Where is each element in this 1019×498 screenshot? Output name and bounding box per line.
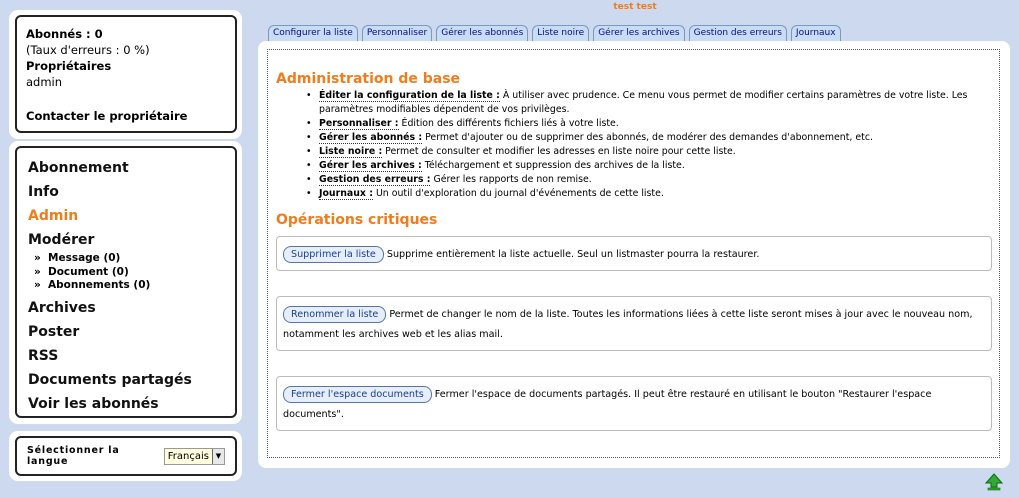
op-description: Supprime entièrement la liste actuelle. Seul un listmaster pourra la restaurer.: [386, 249, 760, 260]
chevron-right-icon: »: [34, 265, 41, 278]
chevron-right-icon: »: [34, 279, 41, 291]
op-description: Permet de changer le nom de la liste. Toutes les informations liées à cette liste seront mises à jour avec le nouveau nom, notamment les archives web et les alias mail.: [283, 309, 973, 340]
tab-configurer-liste[interactable]: Configurer la liste: [268, 25, 358, 42]
language-panel: [15, 436, 237, 476]
submenu-item-abonnements[interactable]: [28, 279, 224, 293]
submenu-label: Document (0): [48, 265, 129, 278]
admin-desc: Un outil d'exploration du journal d'événements de cette liste.: [372, 188, 664, 199]
owners-label: Propriétaires: [26, 59, 112, 73]
language-select[interactable]: [164, 448, 225, 465]
tab-personnaliser[interactable]: Personnaliser: [362, 25, 432, 42]
delete-list-button[interactable]: Supprimer la liste: [283, 246, 384, 263]
list-item: [319, 159, 979, 173]
list-item: [319, 145, 979, 159]
critical-op-delete: [276, 236, 992, 271]
menu-item-voir-abonnes[interactable]: Voir les abonnés: [28, 395, 159, 412]
admin-desc: Téléchargement et suppression des archives de la liste.: [421, 160, 685, 171]
menu-item-moderer[interactable]: Modérer: [28, 232, 95, 248]
list-menu: [15, 146, 237, 418]
language-value: Français: [167, 450, 209, 462]
menu-item-poster[interactable]: Poster: [28, 323, 80, 340]
admin-desc: Édition des différents fichiers liés à votre liste.: [398, 118, 619, 129]
admin-link-liste-noire[interactable]: Liste noire :: [319, 146, 383, 157]
owner-name: admin: [26, 75, 63, 89]
main-content: [267, 49, 1000, 458]
tab-gerer-abonnes[interactable]: Gérer les abonnés: [436, 25, 528, 42]
admin-link-journaux[interactable]: Journaux :: [319, 188, 373, 199]
admin-link-edit-config[interactable]: Éditer la configuration de la liste :: [319, 90, 500, 101]
tab-journaux[interactable]: Journaux: [791, 25, 841, 42]
list-item: [319, 187, 979, 201]
close-documents-button[interactable]: Fermer l'espace documents: [283, 386, 432, 403]
menu-item-documents-partages[interactable]: Documents partagés: [28, 371, 192, 388]
menu-item-archives[interactable]: Archives: [28, 299, 96, 316]
list-item: [319, 131, 979, 145]
submenu-item-message[interactable]: [28, 252, 224, 266]
menu-item-rss[interactable]: RSS: [28, 347, 59, 364]
submenu-label: Message (0): [48, 252, 121, 264]
submenu-item-document[interactable]: [28, 266, 224, 280]
menu-item-info[interactable]: Info: [28, 184, 59, 200]
list-item: [319, 173, 979, 187]
admin-tabs: [268, 25, 841, 42]
admin-section-title: Administration de base: [276, 71, 461, 87]
admin-desc: Permet d'ajouter ou de supprimer des abonnés, de modérer des demandes d'abonnement, etc.: [422, 132, 873, 143]
rename-list-button[interactable]: Renommer la liste: [283, 306, 386, 323]
admin-list: [319, 89, 979, 201]
language-label: Sélectionner la langue: [27, 445, 120, 467]
error-rate: (Taux d'erreurs : 0 %): [26, 43, 150, 57]
contact-owner-link[interactable]: Contacter le propriétaire: [26, 109, 188, 123]
admin-desc: Gérer les rapports de non remise.: [430, 174, 592, 185]
chevron-right-icon: »: [34, 252, 41, 264]
list-info-panel: [15, 15, 237, 133]
menu-item-abonnement[interactable]: Abonnement: [28, 160, 129, 176]
list-item: [319, 89, 979, 117]
admin-link-gestion-erreurs[interactable]: Gestion des erreurs :: [319, 174, 431, 185]
subscriber-count: Abonnés : 0: [26, 27, 103, 41]
critical-section-title: Opérations critiques: [276, 212, 438, 228]
critical-op-rename: [276, 296, 992, 351]
submenu-label: Abonnements (0): [48, 279, 151, 291]
admin-desc: À utiliser avec prudence. Ce menu vous permet de modifier certains paramètres de votre liste. Les paramètres modifiables dépendent de vos privilèges.: [319, 90, 968, 115]
dropdown-arrow-icon: ▼: [212, 449, 224, 464]
admin-link-personnaliser[interactable]: Personnaliser :: [319, 118, 399, 129]
tab-liste-noire[interactable]: Liste noire: [532, 25, 589, 42]
tab-gerer-archives[interactable]: Gérer les archives: [593, 25, 684, 42]
critical-op-close-docs: [276, 376, 992, 431]
admin-desc: Permet de consulter et modifier les adresses en liste noire pour cette liste.: [382, 146, 736, 157]
user-name: test test: [613, 2, 657, 12]
up-arrow-icon[interactable]: [985, 473, 1003, 491]
tab-gestion-erreurs[interactable]: Gestion des erreurs: [689, 25, 787, 42]
menu-item-admin[interactable]: Admin: [28, 208, 79, 224]
op-description: Fermer l'espace de documents partagés. Il peut être restauré en utilisant le bouton "Restaurer l'espace documents".: [283, 389, 932, 420]
admin-link-gerer-archives[interactable]: Gérer les archives :: [319, 160, 422, 171]
list-item: [319, 117, 979, 131]
admin-link-gerer-abonnes[interactable]: Gérer les abonnés :: [319, 132, 423, 143]
